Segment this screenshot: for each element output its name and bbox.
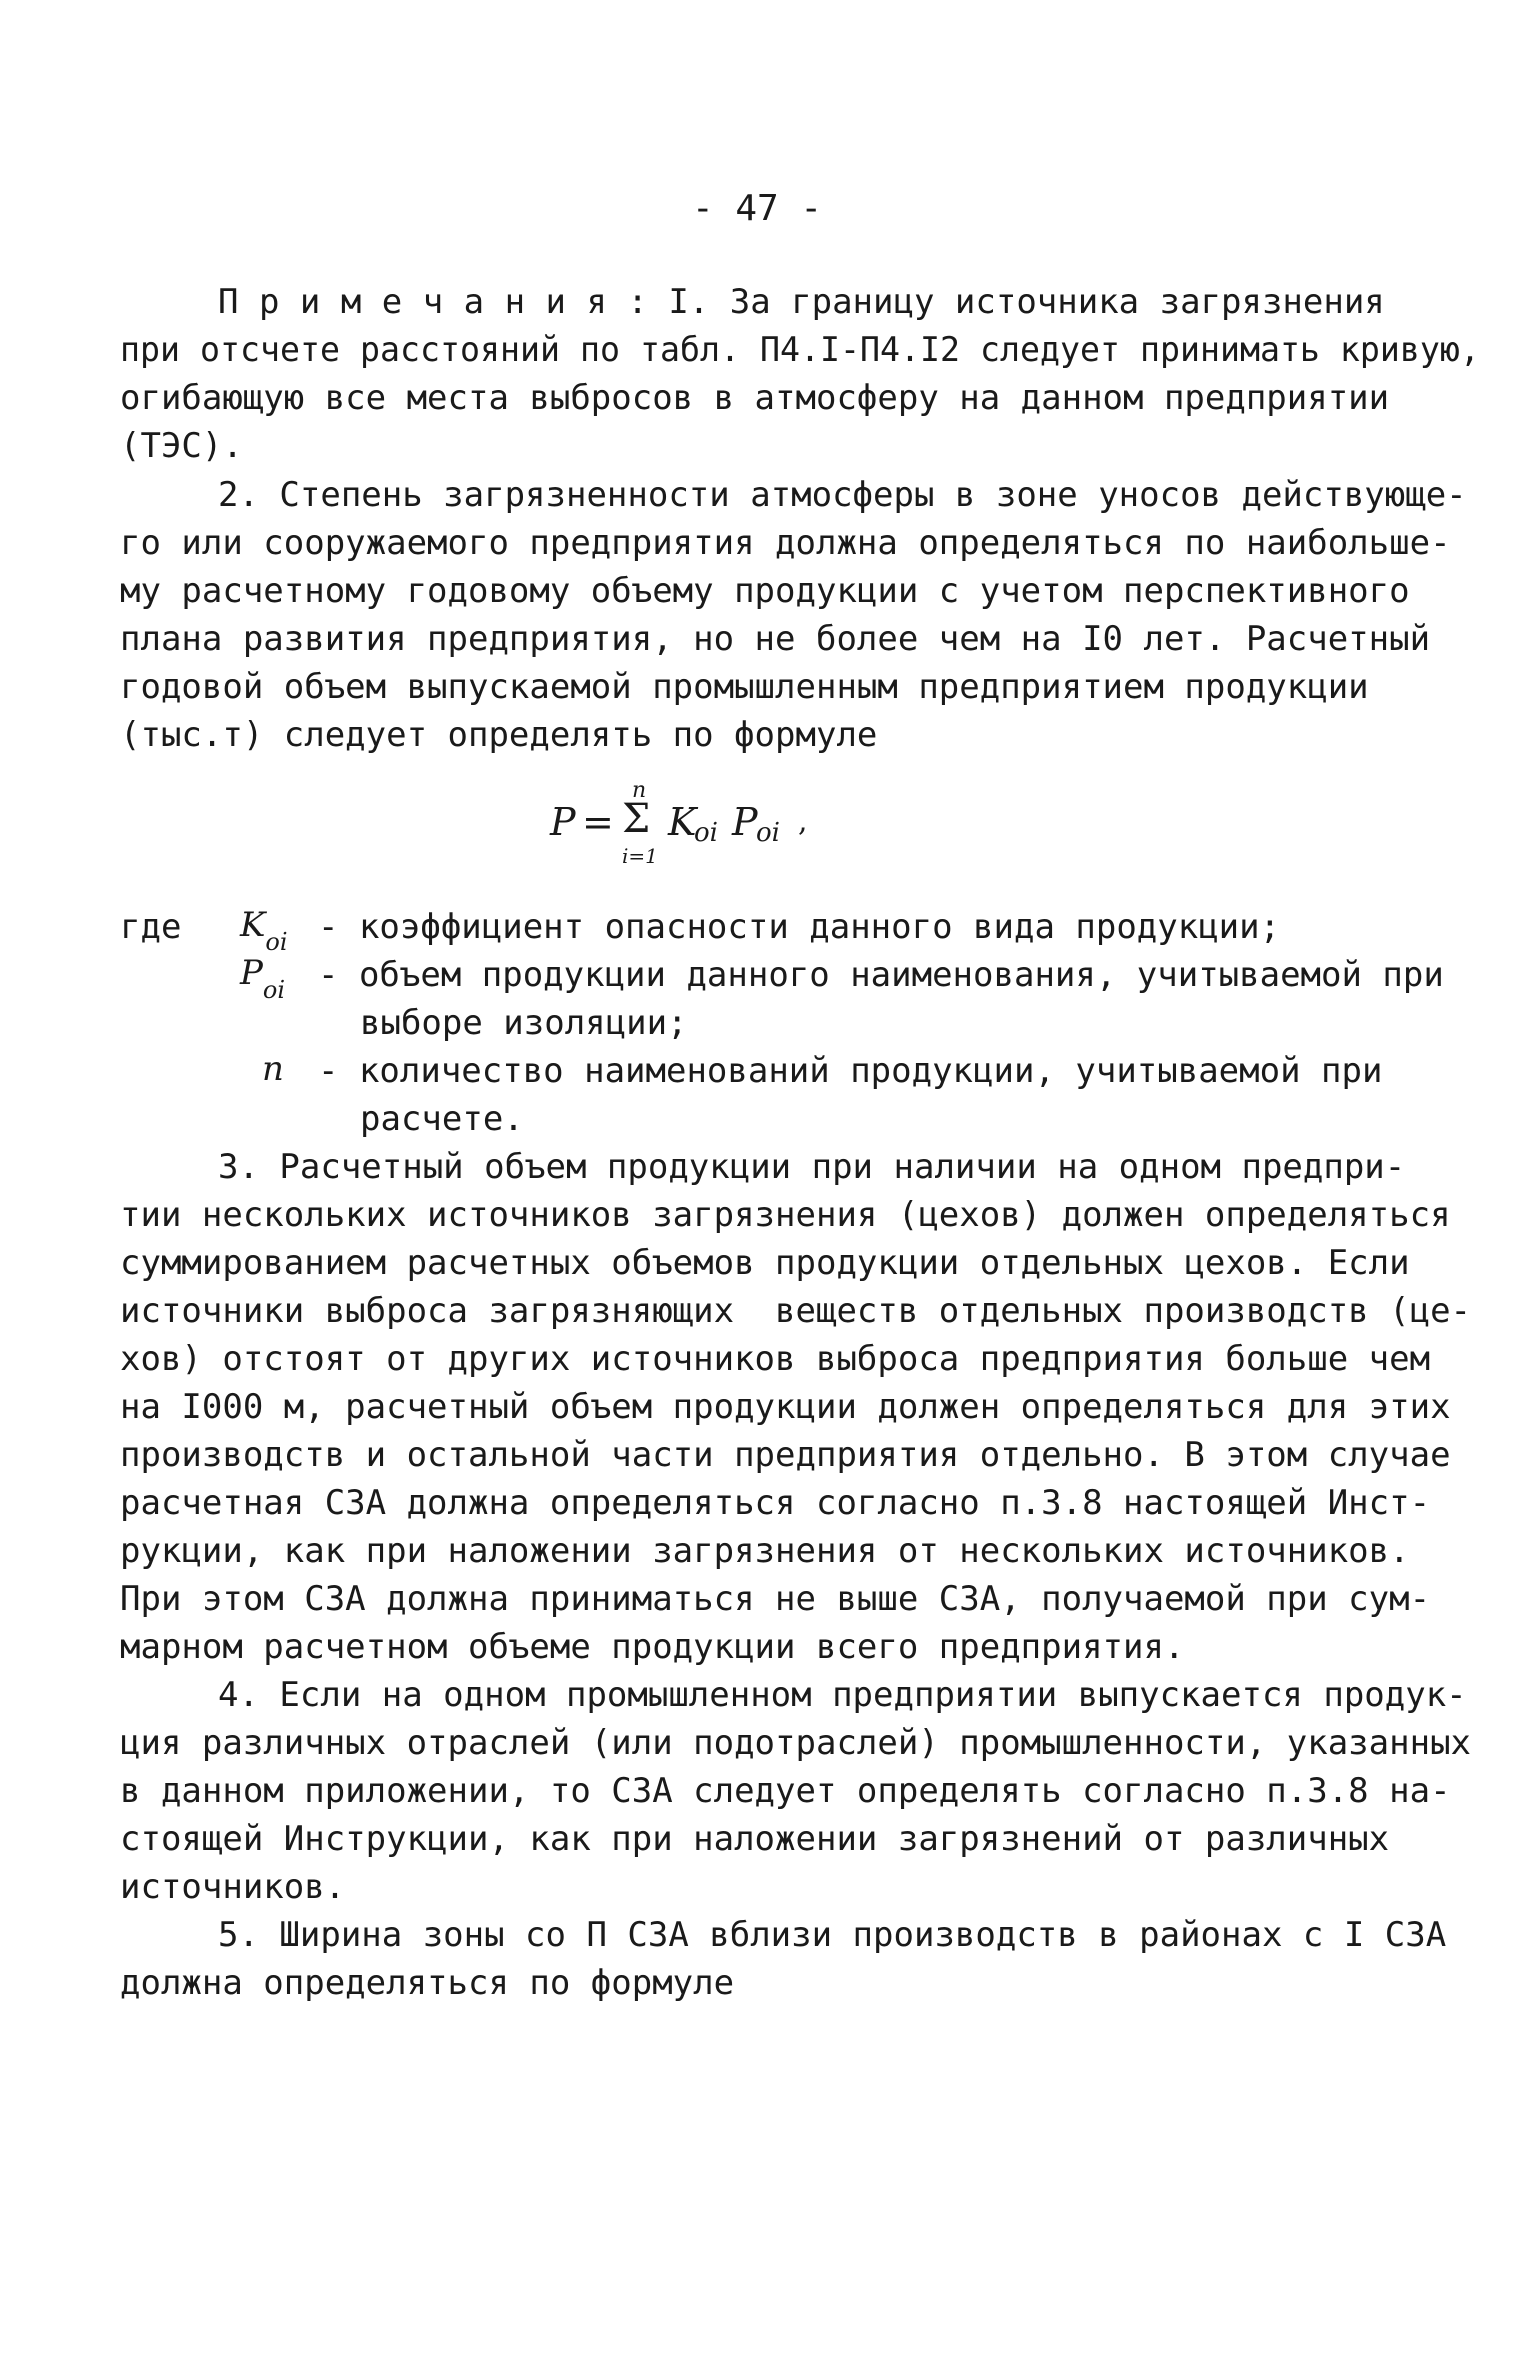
text-line: (тыс.т) следует определять по формуле (120, 715, 878, 755)
text-line: 3. Расчетный объем продукции при наличии на одном предпри- (218, 1147, 1406, 1187)
definition-line: расчете. (360, 1099, 524, 1139)
where-word: где (120, 907, 182, 947)
text-line: производств и остальной части предприятия отдельно. В этом случае (120, 1435, 1451, 1475)
sum-sign: Σ (622, 796, 651, 842)
formula-p-sub: oi (756, 818, 780, 848)
text-line: на I000 м, расчетный объем продукции должен определяться для этих (120, 1387, 1451, 1427)
text-line: П р и м е ч а н и я : I. За границу источника загрязнения (218, 282, 1385, 322)
text-line: ция различных отраслей (или подотраслей) промышленности, указанных (120, 1723, 1472, 1763)
formula (550, 778, 870, 878)
text-line: (ТЭС). (120, 426, 243, 466)
text-line: расчетная СЗА должна определяться согласно п.3.8 настоящей Инст- (120, 1483, 1431, 1523)
formula-lhs: P (550, 800, 576, 844)
page-number: - 47 - (692, 188, 823, 229)
formula-p: P (732, 800, 758, 844)
formula-comma: , (798, 804, 808, 839)
text-line: при отсчете расстояний по табл. П4.I-П4.I2 следует принимать кривую, (120, 330, 1480, 370)
definition-line: - коэффициент опасности данного вида продукции; (318, 907, 1281, 947)
formula-k: K (668, 800, 697, 844)
text-line: стоящей Инструкции, как при наложении загрязнений от различных (120, 1819, 1390, 1859)
text-line: огибающую все места выбросов в атмосферу на данном предприятии (120, 378, 1390, 418)
symbol-k: $K_{oi}$ (240, 905, 288, 956)
text-line: При этом СЗА должна приниматься не выше СЗА, получаемой при сум- (120, 1579, 1431, 1619)
text-line: марном расчетном объеме продукции всего предприятия. (120, 1627, 1185, 1667)
text-line: тии нескольких источников загрязнения (цехов) должен определяться (120, 1195, 1451, 1235)
text-line: го или сооружаемого предприятия должна определяться по наибольше- (120, 523, 1451, 563)
symbol-n: n (262, 1049, 284, 1089)
text-line: му расчетному годовому объему продукции с учетом перспективного (120, 571, 1410, 611)
text-line: рукции, как при наложении загрязнения от нескольких источников. (120, 1531, 1410, 1571)
sum-upper-limit: n (632, 778, 647, 803)
text-line: плана развития предприятия, но не более чем на I0 лет. Расчетный (120, 619, 1431, 659)
text-line: суммированием расчетных объемов продукции отдельных цехов. Если (120, 1243, 1410, 1283)
text-line: годовой объем выпускаемой промышленным предприятием продукции (120, 667, 1369, 707)
text-line: источников. (120, 1867, 346, 1907)
definition-line: - количество наименований продукции, учитываемой при (318, 1051, 1383, 1091)
text-line: 2. Степень загрязненности атмосферы в зоне уносов действующе- (218, 475, 1467, 515)
formula-k-sub: oi (694, 818, 718, 848)
text-line: источники выброса загрязняющих веществ отдельных производств (це- (120, 1291, 1472, 1331)
text-line: должна определяться по формуле (120, 1963, 735, 2003)
symbol-p: $P_{oi}$ (240, 953, 286, 1004)
text-line: хов) отстоят от других источников выброса предприятия больше чем (120, 1339, 1431, 1379)
text-line: 5. Ширина зоны со П СЗА вблизи производств в районах с I СЗА (218, 1915, 1447, 1955)
text-line: 4. Если на одном промышленном предприятии выпускается продук- (218, 1675, 1467, 1715)
sum-lower-limit: i=1 (622, 844, 658, 868)
definition-line: - объем продукции данного наименования, учитываемой при (318, 955, 1444, 995)
formula-equals: = (582, 800, 614, 844)
definition-line: выборе изоляции; (360, 1003, 688, 1043)
text-line: в данном приложении, то СЗА следует определять согласно п.3.8 на- (120, 1771, 1451, 1811)
